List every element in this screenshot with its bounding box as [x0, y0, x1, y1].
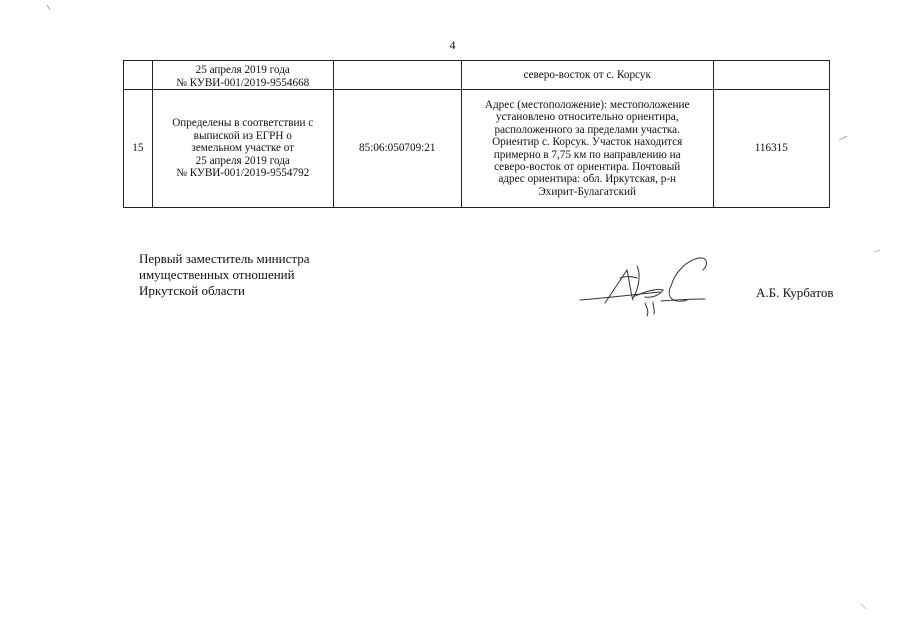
handwritten-signature — [575, 248, 725, 318]
row-number-cell — [124, 61, 153, 90]
cadastral-number-cell — [333, 61, 461, 90]
signer-name: А.Б. Курбатов — [756, 285, 834, 300]
row-number-cell: 15 — [124, 90, 153, 208]
area-cell — [713, 61, 829, 90]
scan-speck-icon — [838, 134, 848, 142]
address-cell: Адрес (местоположение): местоположение установлено относительно ориентира, расположенного за пределами участка. Ориентир с. Корсук. Участок находится примерно в 7,75 км по направлению на северо-восток от ориентира. Почтовый адрес ориентира: обл. Иркутская, р-н Эхирит-Булагатский — [461, 90, 713, 208]
area-cell: 116315 — [713, 90, 829, 208]
table-row — [124, 61, 830, 90]
table-row — [124, 90, 830, 208]
scan-speck-icon — [860, 603, 868, 611]
scan-speck-icon — [873, 248, 881, 254]
land-plot-table — [123, 60, 830, 208]
signatory-position: Первый заместитель министра имущественных отношений Иркутской области — [139, 251, 310, 298]
cadastral-number-cell: 85:06:050709:21 — [333, 90, 461, 208]
basis-cell: Определены в соответствии с выпиской из ЕГРН о земельном участке от 25 апреля 2019 года № КУВИ-001/2019-9554792 — [152, 90, 333, 208]
page-number: 4 — [449, 38, 456, 52]
address-cell: северо-восток от с. Корсук — [461, 61, 713, 90]
basis-cell: 25 апреля 2019 года № КУВИ-001/2019-9554668 — [152, 61, 333, 90]
scan-speck-icon — [46, 4, 52, 12]
